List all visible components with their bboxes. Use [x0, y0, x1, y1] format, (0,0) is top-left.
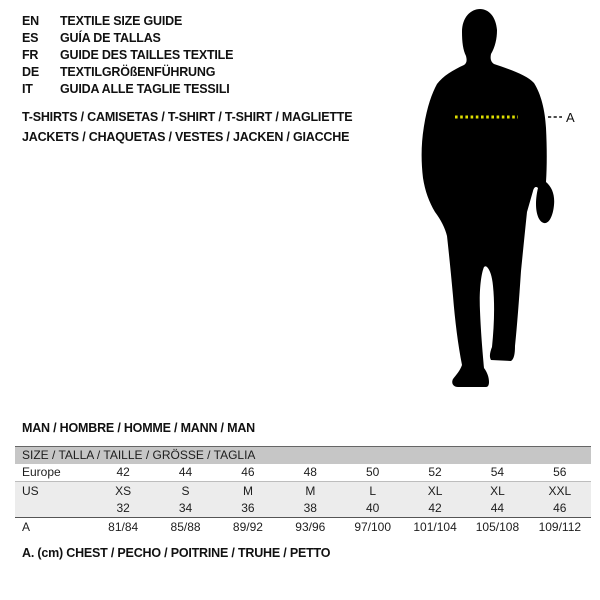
- language-row-en: [22, 12, 233, 29]
- size-value: S: [181, 484, 190, 498]
- size-value: XXL: [548, 484, 572, 498]
- size-value: 109/112: [538, 520, 582, 534]
- size-value: 89/92: [232, 520, 263, 534]
- measurement-footnote: A. (cm) CHEST / PECHO / POITRINE / TRUHE / PETTO: [22, 546, 331, 560]
- size-value: 93/96: [295, 520, 326, 534]
- size-value: 56: [553, 465, 567, 479]
- size-value: 44: [490, 501, 505, 515]
- row-label: US: [22, 484, 39, 498]
- size-value: 48: [303, 465, 317, 479]
- size-value: 44: [178, 465, 193, 479]
- language-row-de: [22, 63, 233, 80]
- language-title: TEXTILE SIZE GUIDE: [60, 13, 183, 28]
- size-value: 85/88: [170, 520, 201, 534]
- size-value: 36: [241, 501, 255, 515]
- size-value: XL: [427, 484, 443, 498]
- size-value: 34: [178, 501, 193, 515]
- garment-line-tshirts: T-SHIRTS / CAMISETAS / T-SHIRT / T-SHIRT / MAGLIETTE: [22, 110, 353, 124]
- garment-types: [22, 107, 352, 147]
- language-code: EN: [22, 13, 39, 28]
- size-value: L: [369, 484, 377, 498]
- language-list: [22, 12, 233, 97]
- size-value: 40: [366, 501, 380, 515]
- measure-label-a: A: [566, 110, 575, 125]
- table-row-europe: [15, 464, 591, 482]
- size-value: 42: [428, 501, 442, 515]
- language-code: FR: [22, 47, 39, 62]
- size-table-header: SIZE / TALLA / TAILLE / GRÖSSE / TAGLIA: [15, 447, 591, 464]
- size-table: [15, 446, 591, 536]
- section-title-man: MAN / HOMBRE / HOMME / MANN / MAN: [22, 421, 255, 435]
- size-value: 46: [553, 501, 567, 515]
- row-label: A: [22, 520, 31, 534]
- language-code: DE: [22, 64, 39, 79]
- table-row-us: [15, 482, 591, 500]
- table-row-numeric-sizes: [15, 500, 591, 517]
- size-value: 105/108: [475, 520, 520, 534]
- size-value: 52: [428, 465, 442, 479]
- size-value: 32: [116, 501, 130, 515]
- language-title: GUIDE DES TAILLES TEXTILE: [60, 47, 234, 62]
- table-row-chest-measurement: [15, 517, 591, 536]
- language-row-it: [22, 80, 233, 97]
- language-title: GUÍA DE TALLAS: [60, 30, 161, 45]
- size-value: 101/104: [413, 520, 457, 534]
- man-silhouette: [405, 6, 577, 398]
- size-value: M: [242, 484, 253, 498]
- size-value: 54: [490, 465, 505, 479]
- man-figure: [405, 6, 577, 398]
- size-value: 46: [241, 465, 255, 479]
- man-silhouette-path: [422, 9, 555, 387]
- size-value: M: [305, 484, 316, 498]
- size-value: 50: [366, 465, 380, 479]
- language-row-fr: [22, 46, 233, 63]
- size-value: 42: [116, 465, 130, 479]
- size-value: 97/100: [354, 520, 392, 534]
- language-code: IT: [22, 81, 33, 96]
- row-label: Europe: [22, 465, 61, 479]
- language-row-es: [22, 29, 233, 46]
- size-value: XL: [490, 484, 505, 498]
- language-code: ES: [22, 30, 39, 45]
- size-value: XS: [115, 484, 132, 498]
- size-value: 81/84: [108, 520, 139, 534]
- language-title: GUIDA ALLE TAGLIE TESSILI: [60, 81, 230, 96]
- language-title: TEXTILGRÖßENFÜHRUNG: [60, 64, 216, 79]
- size-value: 38: [303, 501, 317, 515]
- garment-line-jackets: JACKETS / CHAQUETAS / VESTES / JACKEN / GIACCHE: [22, 130, 350, 144]
- row-label: [15, 500, 92, 517]
